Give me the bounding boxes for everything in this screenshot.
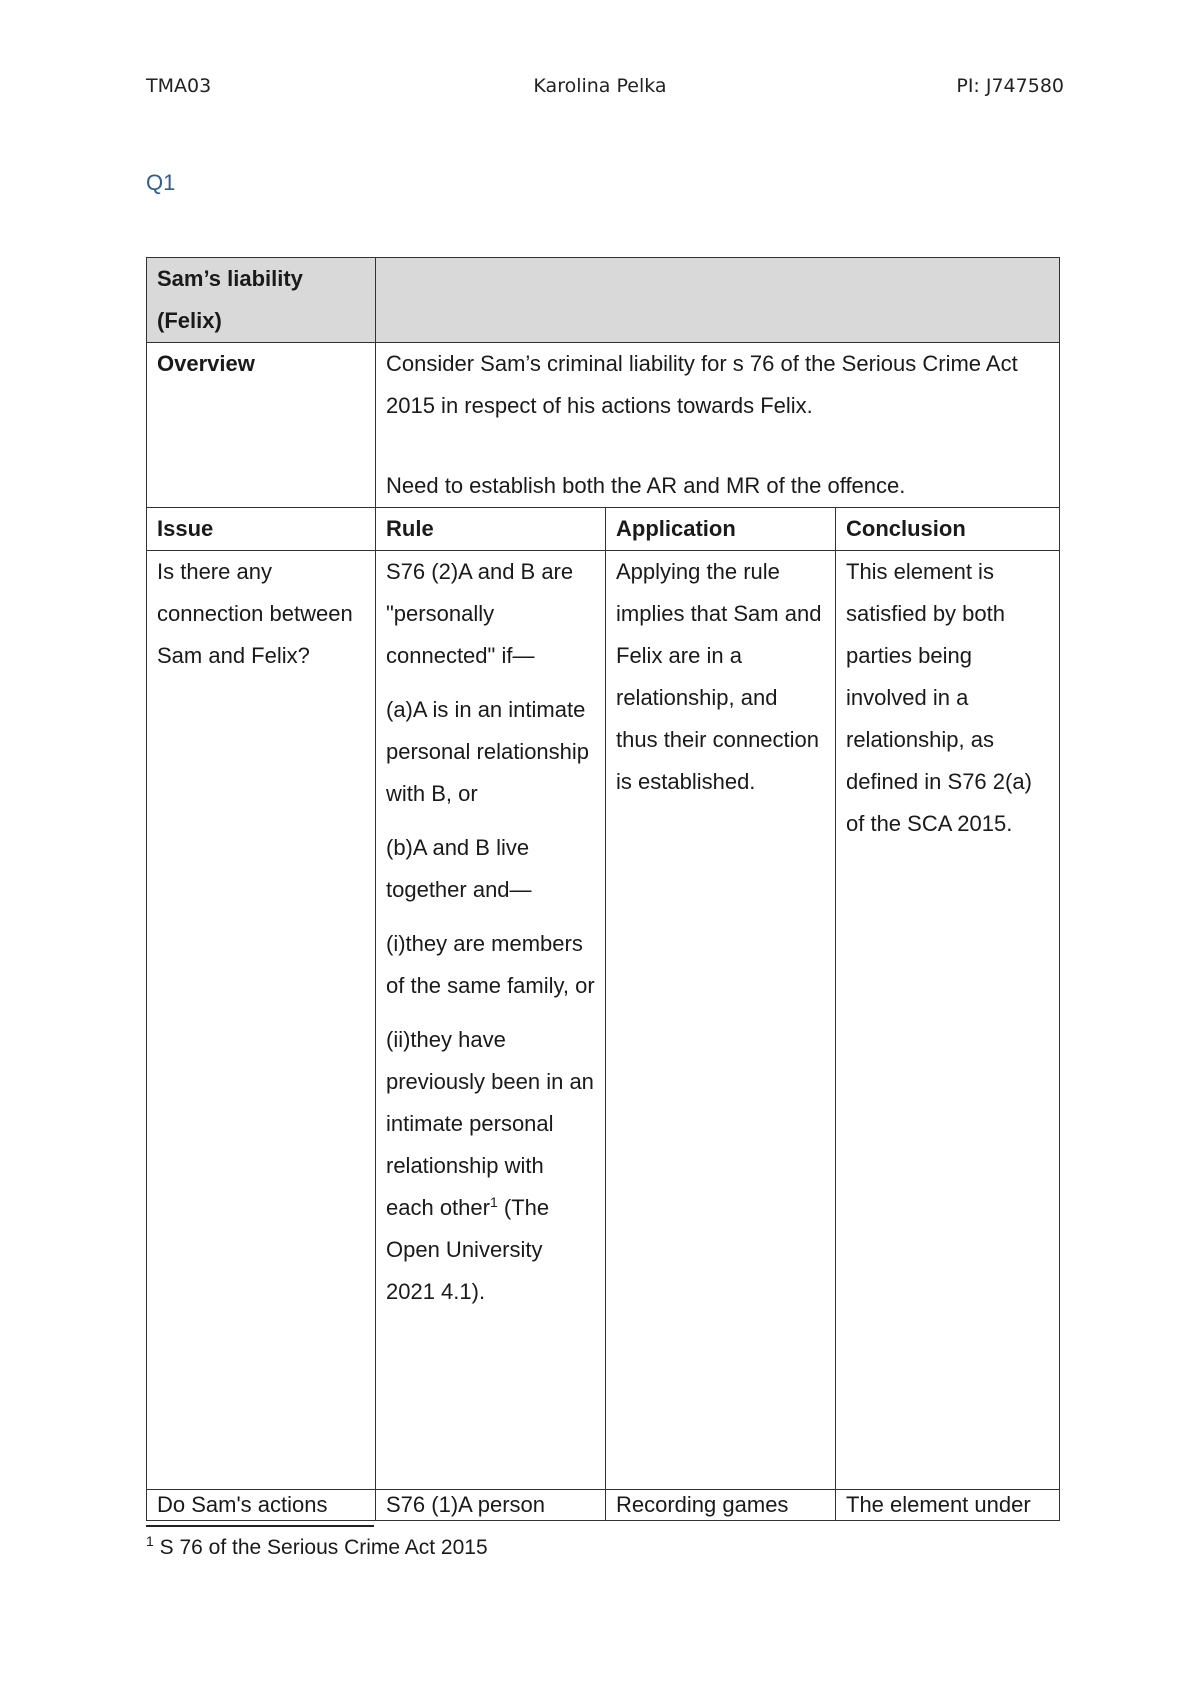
overview-row [147,343,1060,508]
application-cell: Applying the rule implies that Sam and Felix are in a relationship, and thus their connection is established. [606,551,836,1490]
rule-clause: (a)A is in an intimate personal relationship with B, or [386,697,590,806]
rule-cell [376,551,606,1490]
liability-table [146,257,1060,1521]
rule-cell: S76 (1)A person [376,1490,606,1521]
column-header-conclusion: Conclusion [836,508,1060,551]
header-personal-id: PI: J747580 [956,75,1064,97]
column-header-row [147,508,1060,551]
header-module-code: TMA03 [146,75,212,97]
table-row [147,551,1060,1490]
conclusion-cell: This element is satisfied by both parties being involved in a relationship, as defined in S76 2(a) of the SCA 2015. [836,551,1060,1490]
header-author: Karolina Pelka [533,75,667,97]
rule-clause-text: (ii)they have previously been in an intimate personal relationship with each other [386,1027,594,1220]
rule-clause: (i)they are members of the same family, or [386,931,595,998]
issue-cell: Do Sam's actions [147,1490,376,1521]
footnote-separator [146,1525,374,1527]
question-heading: Q1 [146,170,176,195]
overview-label: Overview [147,343,376,508]
conclusion-cell: The element under [836,1490,1060,1521]
footnote-text: S 76 of the Serious Crime Act 2015 [153,1536,488,1559]
table-title-blank [376,258,1060,343]
rule-clause: S76 (2)A and B are "personally connected" if— [386,559,574,668]
footnote [146,1533,488,1560]
overview-paragraph: Need to establish both the AR and MR of the offence. [386,473,906,498]
footnote-mark: 1 [146,1533,154,1549]
rule-clause: (b)A and B live together and— [386,835,532,902]
application-cell: Recording games [606,1490,836,1521]
footnote-reference[interactable]: 1 [489,1194,498,1210]
column-header-issue: Issue [147,508,376,551]
column-header-application: Application [606,508,836,551]
overview-text [376,343,1060,508]
column-header-rule: Rule [376,508,606,551]
table-title: Sam’s liability (Felix) [147,258,376,343]
rule-clause [386,1019,595,1313]
table-title-row [147,258,1060,343]
table-row [147,1490,1060,1521]
issue-cell: Is there any connection between Sam and Felix? [147,551,376,1490]
overview-paragraph: Consider Sam’s criminal liability for s 76 of the Serious Crime Act 2015 in respect of his actions towards Felix. [386,351,1018,418]
rule-citation: (The Open University 2021 4.1). [386,1195,550,1304]
